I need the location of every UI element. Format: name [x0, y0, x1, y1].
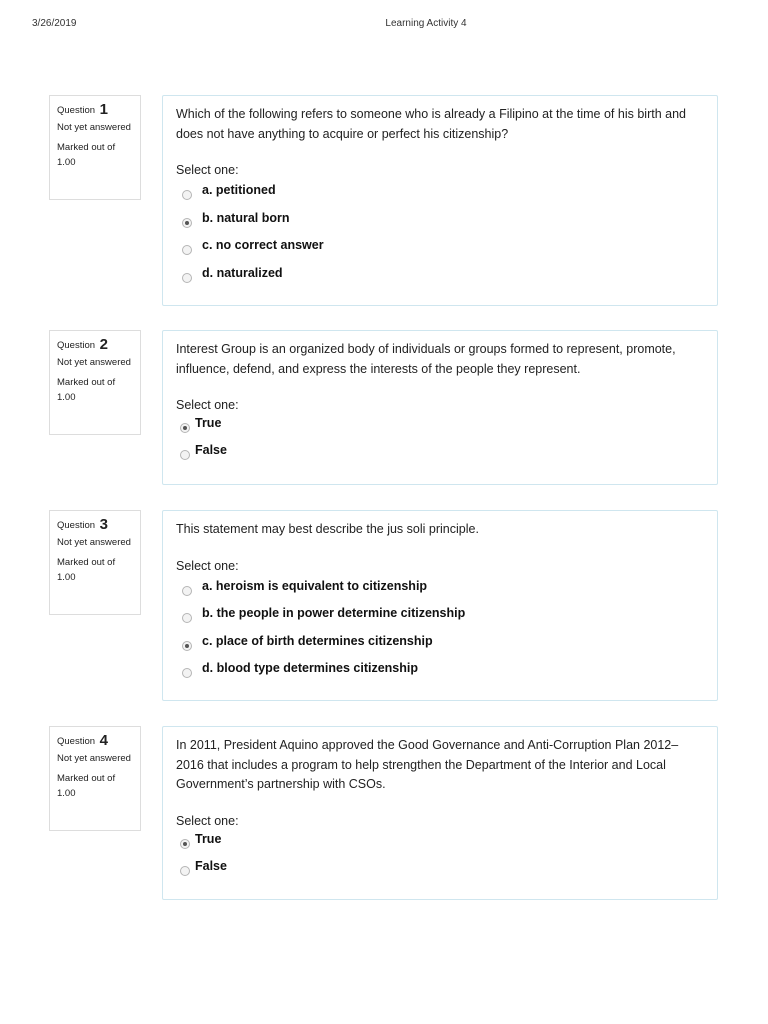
print-date: 3/26/2019	[32, 18, 77, 29]
answer-label[interactable]: False	[195, 443, 227, 457]
question-text: This statement may best describe the jus soli principle.	[176, 522, 479, 536]
answer-list	[176, 831, 704, 888]
answer-option[interactable]	[176, 831, 704, 861]
question-text: Interest Group is an organized body of individuals or groups formed to represent, promote, influence, defend, and express the interests of the people they represent.	[176, 342, 676, 376]
radio-button[interactable]	[182, 218, 192, 228]
answer-list	[176, 579, 704, 689]
radio-button[interactable]	[180, 423, 190, 433]
question-info	[49, 330, 141, 435]
radio-button[interactable]	[182, 586, 192, 596]
answer-option[interactable]	[176, 661, 704, 689]
question-mark: Marked out of 1.00	[57, 142, 116, 168]
radio-button[interactable]	[182, 668, 192, 678]
question-label: Question	[57, 520, 96, 531]
answer-label[interactable]: a. heroism is equivalent to citizenship	[202, 578, 428, 593]
answer-option[interactable]	[176, 634, 704, 662]
question-number: 4	[99, 732, 109, 749]
answer-option[interactable]	[176, 418, 704, 445]
answer-label[interactable]: d. naturalized	[202, 265, 283, 280]
answer-label[interactable]: a. petitioned	[202, 183, 276, 197]
question-number-row	[57, 517, 133, 534]
select-prompt: Select one:	[176, 398, 239, 412]
question-label: Question	[57, 340, 96, 351]
question-text: Which of the following refers to someone who is already a Filipino at the time of his birth and does not have anything to acquire or perfect his citizenship?	[176, 107, 686, 141]
question-content	[162, 95, 718, 306]
question-state: Not yet answered	[57, 356, 131, 368]
question-number-row	[57, 102, 133, 119]
question-mark: Marked out of 1.00	[57, 773, 116, 799]
question-number: 1	[99, 101, 109, 118]
answer-option[interactable]	[176, 445, 704, 472]
select-prompt: Select one:	[176, 813, 239, 828]
page-header	[0, 18, 768, 32]
answer-option[interactable]	[176, 183, 704, 211]
question-content	[162, 726, 718, 900]
question-info	[49, 95, 141, 200]
answer-option[interactable]	[176, 211, 704, 239]
question-text: In 2011, President Aquino approved the Good Governance and Anti-Corruption Plan 2012–2016 that includes a program to help strengthen the Department of the Interior and Local Government’s partnership with CSOs.	[176, 738, 679, 791]
radio-button[interactable]	[180, 450, 190, 460]
answer-option[interactable]	[176, 858, 704, 888]
question-number: 3	[99, 516, 109, 533]
select-prompt: Select one:	[176, 558, 239, 573]
answer-label[interactable]: c. place of birth determines citizenship	[202, 633, 433, 648]
answer-option[interactable]	[176, 606, 704, 634]
select-prompt: Select one:	[176, 163, 239, 177]
question-state: Not yet answered	[57, 536, 131, 548]
answer-list	[176, 418, 704, 472]
answer-label[interactable]: b. the people in power determine citizenship	[202, 606, 466, 620]
answer-option[interactable]	[176, 266, 704, 294]
radio-button[interactable]	[182, 613, 192, 623]
radio-button[interactable]	[182, 641, 192, 651]
question-mark: Marked out of 1.00	[57, 557, 116, 583]
answer-option[interactable]	[176, 238, 704, 266]
question-number-row	[57, 337, 133, 354]
answer-label[interactable]: True	[195, 416, 222, 430]
radio-button[interactable]	[182, 190, 192, 200]
answer-label[interactable]: True	[195, 831, 222, 846]
question-content	[162, 330, 718, 485]
radio-button[interactable]	[182, 273, 192, 283]
question-info	[49, 726, 141, 831]
radio-button[interactable]	[180, 866, 190, 876]
radio-button[interactable]	[180, 839, 190, 849]
answer-label[interactable]: b. natural born	[202, 210, 290, 225]
question-state: Not yet answered	[57, 121, 131, 133]
answer-label[interactable]: d. blood type determines citizenship	[202, 661, 419, 675]
question-mark: Marked out of 1.00	[57, 377, 116, 403]
question-label: Question	[57, 105, 96, 116]
page-title: Learning Activity 4	[385, 18, 467, 29]
question-label: Question	[57, 736, 96, 747]
question-number: 2	[99, 336, 109, 353]
question-content	[162, 510, 718, 701]
answer-list	[176, 183, 704, 293]
question-info	[49, 510, 141, 615]
answer-label[interactable]: False	[195, 858, 227, 873]
radio-button[interactable]	[182, 245, 192, 255]
question-number-row	[57, 733, 133, 750]
answer-option[interactable]	[176, 579, 704, 607]
question-state: Not yet answered	[57, 752, 131, 764]
answer-label[interactable]: c. no correct answer	[202, 238, 324, 252]
